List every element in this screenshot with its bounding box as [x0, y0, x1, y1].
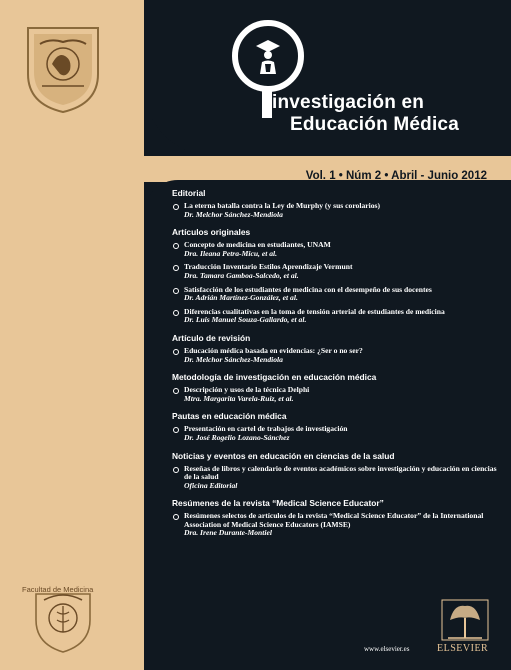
section-heading: Resúmenes de la revista “Medical Science Educator”: [172, 498, 384, 509]
toc-item[interactable]: [172, 386, 502, 403]
circle-bullet-icon: [173, 243, 179, 249]
article-title: Educación médica basada en evidencias: ¿Ser o no ser?: [184, 345, 363, 355]
section-heading: Metodología de investigación en educación médica: [172, 372, 377, 383]
unam-seal-icon: [20, 22, 106, 114]
toc-item[interactable]: [172, 512, 502, 538]
table-of-contents: [172, 188, 502, 543]
article-title: Descripción y usos de la técnica Delphi: [184, 385, 310, 395]
article-author: Dra. Tamara Gamboa-Salcedo, et al.: [184, 270, 299, 280]
toc-item[interactable]: [172, 425, 502, 442]
article-title: La eterna batalla contra la Ley de Murphy (y sus corolarios): [184, 201, 381, 210]
article-author: Dr. José Rogelio Lozano-Sánchez: [184, 432, 290, 442]
journal-title-line2: Educación Médica: [290, 114, 459, 135]
article-title: Traducción Inventario Estilos Aprendizaje Vermunt: [184, 262, 353, 272]
section-heading: Editorial: [172, 188, 206, 198]
article-title: Resúmenes selectos de artículos de la revista “Medical Science Educator” de la International Association of Medical Science Educators (IAMSE): [184, 511, 484, 529]
circle-bullet-icon: [173, 427, 179, 433]
article-title: Reseñas de libros y calendario de eventos académicos sobre investigación y educación en ciencias de la salud: [184, 463, 497, 482]
article-author: Dra. Ileana Petra-Micu, et al.: [184, 248, 278, 258]
toc-item[interactable]: [172, 202, 502, 219]
toc-item[interactable]: [172, 241, 502, 258]
circle-bullet-icon: [173, 204, 179, 210]
section-heading: Artículos originales: [172, 227, 251, 238]
section-heading: Pautas en educación médica: [172, 411, 287, 422]
article-author: Dr. Adrián Martínez-González, et al.: [184, 293, 298, 303]
brand-stem: [262, 90, 272, 118]
faculty-label: Facultad de Medicina: [22, 585, 94, 594]
section-heading: Artículo de revisión: [172, 332, 251, 343]
elsevier-tree-icon: [440, 598, 490, 642]
article-title: Diferencias cualitativas en la toma de tensión arterial de estudiantes de medicina: [184, 306, 445, 316]
faculty-seal-icon: [22, 580, 104, 654]
article-author: Dr. Luis Manuel Souza-Gallardo, et al.: [184, 315, 307, 325]
circle-bullet-icon: [173, 265, 179, 271]
article-author: Oficina Editorial: [184, 480, 238, 490]
article-author: Dr. Melchor Sánchez-Mendiola: [184, 354, 283, 364]
article-title: Presentación en cartel de trabajos de investigación: [184, 424, 348, 434]
article-author: Dra. Irene Durante-Montiel: [184, 528, 272, 538]
toc-item[interactable]: [172, 286, 502, 303]
article-title: Concepto de medicina en estudiantes, UNAM: [184, 240, 331, 250]
circle-bullet-icon: [173, 288, 179, 294]
journal-title-line1: investigación en: [272, 92, 425, 113]
circle-bullet-icon: [173, 467, 179, 473]
toc-item[interactable]: [172, 347, 502, 364]
volume-issue: Vol. 1 • Núm 2 • Abril - Junio 2012: [305, 170, 487, 182]
graduate-figure-icon: [246, 34, 290, 78]
publisher-logo-text: ELSEVIER: [437, 643, 489, 654]
website-link[interactable]: www.elsevier.es: [364, 645, 410, 653]
circle-bullet-icon: [173, 514, 179, 520]
circle-bullet-icon: [173, 310, 179, 316]
toc-item[interactable]: [172, 263, 502, 280]
article-author: Mtra. Margarita Varela-Ruiz, et al.: [184, 393, 294, 403]
article-title: Satisfacción de los estudiantes de medicina con el desempeño de sus docentes: [184, 284, 432, 294]
circle-bullet-icon: [173, 349, 179, 355]
toc-item[interactable]: [172, 308, 502, 325]
toc-item[interactable]: [172, 465, 502, 491]
circle-bullet-icon: [173, 388, 179, 394]
section-heading: Noticias y eventos en educación en ciencias de la salud: [172, 450, 395, 461]
article-author: Dr. Melchor Sánchez-Mendiola: [184, 209, 283, 219]
